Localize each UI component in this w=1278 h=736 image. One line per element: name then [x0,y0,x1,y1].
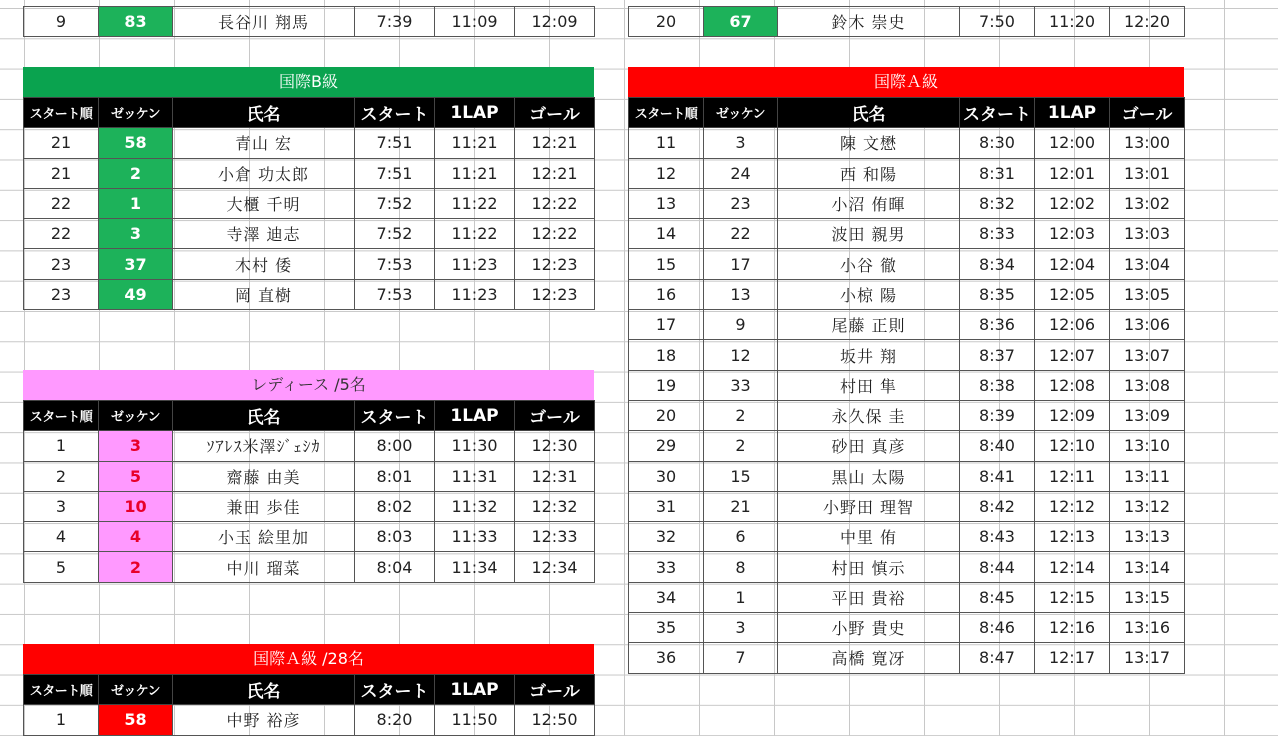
header-name: 氏名 [173,675,355,705]
start-order: 31 [629,491,704,521]
goal-time: 13:10 [1110,431,1185,461]
bib-number: 24 [704,158,778,188]
lap-time: 12:01 [1035,158,1110,188]
table-header [629,98,1185,128]
table-row [629,249,1185,279]
table-row [24,279,595,309]
start-time: 8:42 [960,491,1035,521]
goal-time: 12:21 [515,128,595,158]
lap-time: 11:21 [435,128,515,158]
header-goal: ゴール [515,401,595,431]
start-time: 7:50 [960,7,1035,37]
start-order: 21 [24,128,99,158]
goal-time: 13:15 [1110,582,1185,612]
section-title: 国際Ａ級 /28名 [172,644,445,674]
rider-name: 砂田 真彦 [778,431,960,461]
header-order: スタート順 [24,675,99,705]
start-order: 9 [24,7,99,37]
rider-name: 高橋 寛冴 [778,643,960,673]
table-row [629,340,1185,370]
table-header [24,401,595,431]
lap-time: 12:10 [1035,431,1110,461]
start-time: 7:51 [355,128,435,158]
goal-time: 13:11 [1110,461,1185,491]
start-time: 8:38 [960,370,1035,400]
start-time: 7:51 [355,158,435,188]
header-bib: ゼッケン [99,675,173,705]
goal-time: 12:23 [515,279,595,309]
bib-number: 49 [99,279,173,309]
table-row [629,552,1185,582]
goal-time: 12:09 [515,7,595,37]
start-time: 8:39 [960,400,1035,430]
rider-name: 木村 倭 [173,249,355,279]
goal-time: 12:22 [515,219,595,249]
table-header [24,675,595,705]
table-row [24,491,595,521]
lap-time: 12:02 [1035,188,1110,218]
rider-name: 青山 宏 [173,128,355,158]
header-name: 氏名 [173,98,355,128]
bib-number: 7 [704,643,778,673]
start-time: 8:04 [355,552,435,582]
lap-time: 12:12 [1035,491,1110,521]
table-row [629,461,1185,491]
section-title: 国際Ａ級 [628,67,1184,97]
rider-name: 尾藤 正則 [778,310,960,340]
bib-number: 3 [99,219,173,249]
header-name: 氏名 [778,98,960,128]
header-lap: 1LAP [435,98,515,128]
start-time: 8:40 [960,431,1035,461]
bib-number: 13 [704,279,778,309]
rider-name: 中川 瑠菜 [173,552,355,582]
red-banner-fill [445,644,594,674]
lap-time: 11:31 [435,461,515,491]
start-order: 12 [629,158,704,188]
bib-number: 12 [704,340,778,370]
bib-number: 9 [704,310,778,340]
start-time: 7:39 [355,7,435,37]
rider-name: 中里 侑 [778,522,960,552]
rider-name: 寺澤 迪志 [173,219,355,249]
start-order: 1 [24,431,99,461]
header-start: スタート [355,401,435,431]
start-order: 29 [629,431,704,461]
goal-time: 12:33 [515,522,595,552]
start-order: 23 [24,279,99,309]
start-time: 8:32 [960,188,1035,218]
header-bib: ゼッケン [99,401,173,431]
goal-time: 12:23 [515,249,595,279]
start-time: 8:45 [960,582,1035,612]
header-start: スタート [960,98,1035,128]
top-left-table [23,6,594,37]
bib-number: 2 [704,431,778,461]
start-order: 23 [24,249,99,279]
lap-time: 12:03 [1035,219,1110,249]
goal-time: 12:32 [515,491,595,521]
start-order: 30 [629,461,704,491]
goal-time: 12:34 [515,552,595,582]
start-time: 7:53 [355,249,435,279]
start-time: 8:36 [960,310,1035,340]
goal-time: 13:12 [1110,491,1185,521]
bib-number: 1 [704,582,778,612]
lap-time: 12:17 [1035,643,1110,673]
header-start: スタート [355,98,435,128]
start-order: 21 [24,158,99,188]
start-order: 2 [24,461,99,491]
start-time: 8:47 [960,643,1035,673]
goal-time: 13:14 [1110,552,1185,582]
start-order: 3 [24,491,99,521]
start-time: 7:52 [355,188,435,218]
lap-time: 12:00 [1035,128,1110,158]
lap-time: 11:50 [435,705,515,735]
intl-a-left-section [23,644,594,736]
table-row [629,279,1185,309]
start-order: 17 [629,310,704,340]
table-row [24,249,595,279]
table-row [629,7,1185,37]
goal-time: 12:21 [515,158,595,188]
start-time: 8:44 [960,552,1035,582]
lap-time: 11:22 [435,188,515,218]
start-order: 18 [629,340,704,370]
lap-time: 11:32 [435,491,515,521]
start-time: 8:33 [960,219,1035,249]
goal-time: 12:20 [1110,7,1185,37]
header-lap: 1LAP [435,675,515,705]
goal-time: 12:22 [515,188,595,218]
bib-number: 2 [99,158,173,188]
table-row [629,400,1185,430]
table-row [629,522,1185,552]
table-row [629,310,1185,340]
bib-number: 6 [704,522,778,552]
table-row [629,643,1185,673]
lap-time: 11:23 [435,279,515,309]
header-order: スタート順 [24,401,99,431]
table-row [629,188,1185,218]
start-order: 16 [629,279,704,309]
rider-name: 小沼 侑暉 [778,188,960,218]
bib-number: 3 [704,613,778,643]
header-goal: ゴール [515,98,595,128]
table-row [24,522,595,552]
start-time: 8:31 [960,158,1035,188]
start-time: 8:37 [960,340,1035,370]
start-order: 22 [24,219,99,249]
rider-name: 波田 親男 [778,219,960,249]
rider-name: 陳 文懋 [778,128,960,158]
start-time: 8:00 [355,431,435,461]
table-header [24,98,595,128]
section-title: レディース /5名 [23,370,594,400]
lap-time: 11:20 [1035,7,1110,37]
table-row [629,491,1185,521]
header-bib: ゼッケン [704,98,778,128]
table-row [24,431,595,461]
lap-time: 12:05 [1035,279,1110,309]
rider-name: 小谷 徹 [778,249,960,279]
goal-time: 13:08 [1110,370,1185,400]
table-row [629,219,1185,249]
bib-number: 8 [704,552,778,582]
header-order: スタート順 [629,98,704,128]
header-lap: 1LAP [435,401,515,431]
bib-number: 67 [704,7,778,37]
goal-time: 13:06 [1110,310,1185,340]
start-order: 33 [629,552,704,582]
intl-a-right-section [628,67,1184,674]
lap-time: 12:04 [1035,249,1110,279]
header-lap: 1LAP [1035,98,1110,128]
start-order: 20 [629,7,704,37]
lap-time: 12:16 [1035,613,1110,643]
section-title: 国際B級 [23,67,594,97]
start-time: 8:46 [960,613,1035,643]
lap-time: 11:34 [435,552,515,582]
rider-name: 小玉 絵里加 [173,522,355,552]
bib-number: 21 [704,491,778,521]
start-time: 8:20 [355,705,435,735]
lap-time: 11:22 [435,219,515,249]
table-row [629,613,1185,643]
lap-time: 12:14 [1035,552,1110,582]
top-right-table [628,6,1184,37]
bib-number: 37 [99,249,173,279]
goal-time: 12:50 [515,705,595,735]
rider-name: 小野 貴史 [778,613,960,643]
header-start: スタート [355,675,435,705]
rider-name: 大櫃 千明 [173,188,355,218]
goal-time: 13:04 [1110,249,1185,279]
table-row [24,188,595,218]
start-order: 36 [629,643,704,673]
bib-number: 10 [99,491,173,521]
start-time: 8:30 [960,128,1035,158]
goal-time: 13:01 [1110,158,1185,188]
start-order: 5 [24,552,99,582]
start-order: 13 [629,188,704,218]
bib-number: 58 [99,128,173,158]
start-order: 1 [24,705,99,735]
bib-number: 2 [99,552,173,582]
goal-time: 13:07 [1110,340,1185,370]
goal-time: 13:00 [1110,128,1185,158]
start-order: 20 [629,400,704,430]
rider-name: 小倉 功太郎 [173,158,355,188]
red-banner-fill [23,644,172,674]
start-time: 8:34 [960,249,1035,279]
bib-number: 3 [704,128,778,158]
rider-name: 平田 貴裕 [778,582,960,612]
rider-name: 村田 慎示 [778,552,960,582]
start-order: 34 [629,582,704,612]
rider-name: 岡 直樹 [173,279,355,309]
rider-name: 村田 隼 [778,370,960,400]
start-order: 22 [24,188,99,218]
lap-time: 11:09 [435,7,515,37]
bib-number: 23 [704,188,778,218]
lap-time: 11:23 [435,249,515,279]
goal-time: 13:05 [1110,279,1185,309]
lap-time: 12:11 [1035,461,1110,491]
rider-name: 長谷川 翔馬 [173,7,355,37]
table-row [24,461,595,491]
bib-number: 83 [99,7,173,37]
bib-number: 1 [99,188,173,218]
bib-number: 5 [99,461,173,491]
bib-number: 2 [704,400,778,430]
lap-time: 12:09 [1035,400,1110,430]
start-order: 15 [629,249,704,279]
table-row [629,158,1185,188]
rider-name: 小野田 理智 [778,491,960,521]
start-order: 11 [629,128,704,158]
rider-name: 永久保 圭 [778,400,960,430]
rider-name: 小椋 陽 [778,279,960,309]
rider-name: 中野 裕彦 [173,705,355,735]
header-order: スタート順 [24,98,99,128]
goal-time: 13:02 [1110,188,1185,218]
intl-b-section [23,67,594,310]
goal-time: 13:03 [1110,219,1185,249]
rider-name: ｿｱﾚｽ米澤ｼﾞｪｼｶ [173,431,355,461]
table-row [24,128,595,158]
start-time: 8:41 [960,461,1035,491]
table-row [629,370,1185,400]
rider-name: 兼田 歩佳 [173,491,355,521]
table-row [24,705,595,735]
rider-name: 鈴木 崇史 [778,7,960,37]
table-row [629,431,1185,461]
rider-name: 齋藤 由美 [173,461,355,491]
lap-time: 11:21 [435,158,515,188]
table-row [629,128,1185,158]
goal-time: 12:30 [515,431,595,461]
bib-number: 58 [99,705,173,735]
goal-time: 13:17 [1110,643,1185,673]
lap-time: 12:08 [1035,370,1110,400]
table-row [24,158,595,188]
ladies-section [23,370,594,583]
goal-time: 13:09 [1110,400,1185,430]
lap-time: 12:07 [1035,340,1110,370]
header-goal: ゴール [1110,98,1185,128]
start-order: 14 [629,219,704,249]
start-time: 8:01 [355,461,435,491]
lap-time: 12:06 [1035,310,1110,340]
start-time: 8:35 [960,279,1035,309]
start-time: 7:52 [355,219,435,249]
start-order: 32 [629,522,704,552]
bib-number: 3 [99,431,173,461]
bib-number: 4 [99,522,173,552]
table-row [24,552,595,582]
rider-name: 坂井 翔 [778,340,960,370]
goal-time: 13:16 [1110,613,1185,643]
lap-time: 12:13 [1035,522,1110,552]
rider-name: 西 和陽 [778,158,960,188]
bib-number: 33 [704,370,778,400]
start-order: 35 [629,613,704,643]
start-order: 4 [24,522,99,552]
start-order: 19 [629,370,704,400]
bib-number: 15 [704,461,778,491]
bib-number: 17 [704,249,778,279]
lap-time: 11:30 [435,431,515,461]
bib-number: 22 [704,219,778,249]
start-time: 8:03 [355,522,435,552]
header-goal: ゴール [515,675,595,705]
rider-name: 黒山 太陽 [778,461,960,491]
start-time: 7:53 [355,279,435,309]
start-time: 8:43 [960,522,1035,552]
table-row [629,582,1185,612]
lap-time: 11:33 [435,522,515,552]
goal-time: 12:31 [515,461,595,491]
table-row [24,219,595,249]
lap-time: 12:15 [1035,582,1110,612]
goal-time: 13:13 [1110,522,1185,552]
table-row [24,7,595,37]
header-bib: ゼッケン [99,98,173,128]
start-time: 8:02 [355,491,435,521]
header-name: 氏名 [173,401,355,431]
